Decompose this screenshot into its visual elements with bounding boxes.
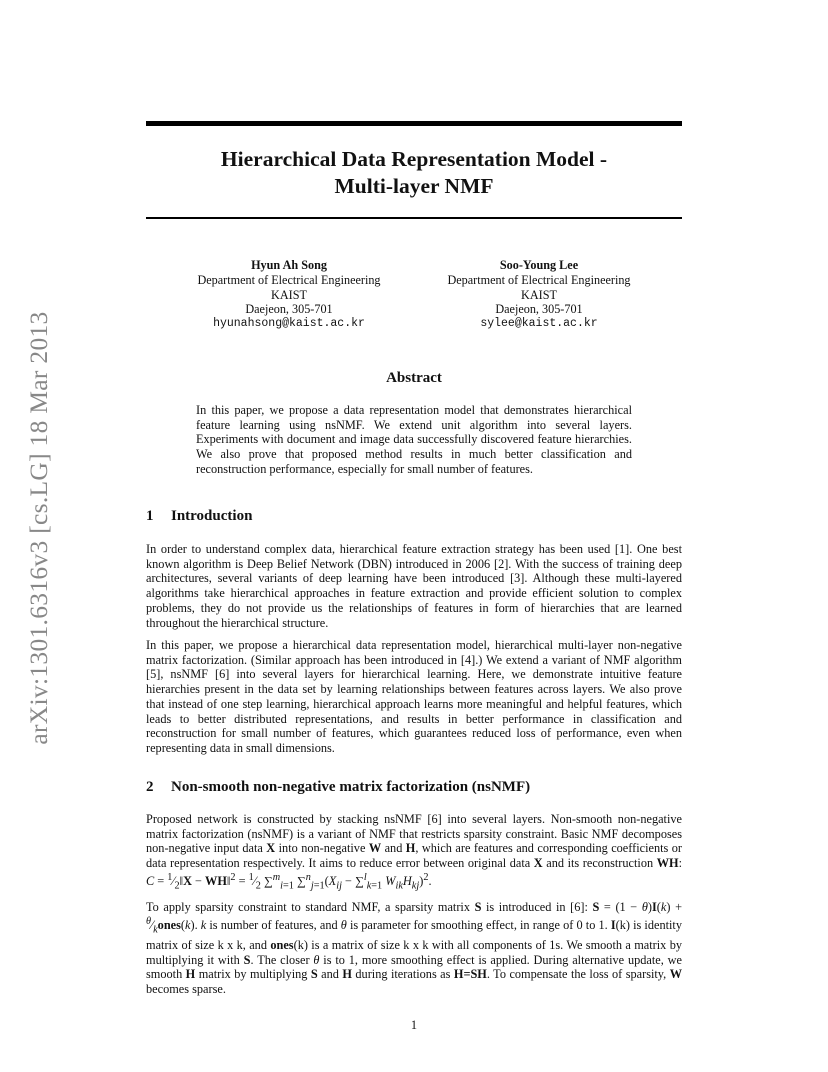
nsnmf-paragraph-2: To apply sparsity constraint to standard NMF, a sparsity matrix S is introduced in [6]: $S = (1 - \theta)I(k) + ^\theta⁄_kones(k)$. k is number of features, and θ is parameter for smoothing effect, in range of 0 to 1. I(k) is identity matrix of size k x k, and ones(k) is a matrix of size k x k with all components of 1s. We smooth a matrix by multiplying it with S. The closer θ is to 1, more smoothing effect is applied. During alternative update, we smooth H matrix by multiplying S and H during iterations as H=SH. To compensate the loss of sparsity, W becomes sparse. <box>146 900 682 997</box>
arxiv-stamp-text: arXiv:1301.6316v3 [cs.LG] 18 Mar 2013 <box>24 311 53 745</box>
abstract-text: In this paper, we propose a data representation model that demonstrates hierarchical feature learning using nsNMF. We extend unit algorithm into several layers. Experiments with document and image data successfully discovered feature hierarchies. We also prove that proposed method results in much better classification and reconstruction performance, especially for small number of features. <box>196 403 632 476</box>
author-name: Soo-Young Lee <box>499 258 579 272</box>
title-line-1: Hierarchical Data Representation Model - <box>220 147 608 171</box>
author-institution: KAIST <box>521 287 557 302</box>
author-address: Daejeon, 305-701 <box>495 302 583 317</box>
author-department: Department of Electrical Engineering <box>447 272 631 287</box>
nsnmf-paragraph-1: Proposed network is constructed by stacking nsNMF [6] into several layers. Non-smooth non-negative matrix factorization (nsNMF) is a variant of NMF that restricts sparsity constraint. Basic NMF decomposes non-negative input data X into non-negative W and H, which are features and corresponding coefficients or data representation respectively. It aims to reduce error between original data X and its reconstruction WH: $C = ^1⁄_2‖X$ − WH‖$^2$ = $^1⁄_2$ ∑$^m_{i=1}$ $\sum^n_{j=1}(X_{ij} - \sum^l_{k=1}$ $W_{ik}H_{kj})^2$. <box>146 812 683 892</box>
paper-title <box>146 146 682 200</box>
section-number: 1 <box>146 508 154 524</box>
sparsity-equation: $S = (1 - \theta)I(k) + ^\theta⁄_kones(k)$. k <box>146 900 682 936</box>
intro-paragraph-2: In this paper, we propose a hierarchical data representation model, hierarchical multi-layer non-negative matrix factorization. (Similar approach has been introduced in [4].) We extend a variant of NMF algorithm [5], nsNMF [6] into several layers for hierarchical learning. Here, we demonstrate intuitive feature hierarchies present in the data set by learning relationships between features across layers. We also prove that instead of one step learning, hierarchical approach learns more meaningful and helpful features, which leads to better distributed representations, and results in better performance in classification and reconstruction for small number of features, which guarantees reduced loss of performance, even when representing data in small dimensions. <box>146 638 682 755</box>
section-title: Non-smooth non-negative matrix factorization (nsNMF) <box>171 779 531 795</box>
section-title: Introduction <box>171 508 253 524</box>
author-name: Hyun Ah Song <box>251 258 327 272</box>
title-top-rule <box>146 121 682 126</box>
cost-equation: $C = ^1⁄_2‖X$ − WH‖$^2$ = $^1⁄_2$ ∑$^m_{i=1}$ $\sum^n_{j=1}(X_{ij} - \sum^l_{k=1}$ $W_{ik}H_{kj})^2$. <box>146 871 432 892</box>
abstract-heading: Abstract <box>386 370 442 386</box>
author-email: hyunahsong@kaist.ac.kr <box>213 317 365 331</box>
section-number: 2 <box>146 779 154 795</box>
author-institution: KAIST <box>271 287 307 302</box>
author-block-1 <box>176 258 402 332</box>
author-block-2 <box>426 258 652 332</box>
arxiv-stamp <box>15 300 63 756</box>
author-email: sylee@kaist.ac.kr <box>480 317 598 331</box>
author-department: Department of Electrical Engineering <box>197 272 381 287</box>
intro-paragraph-1: In order to understand complex data, hierarchical feature extraction strategy has been used [1]. One best known algorithm is Deep Belief Network (DBN) introduced in 2006 [2]. With the success of training deep architectures, several variants of deep learning have been introduced [3]. Although these multi-layered algorithms take hierarchical approaches in feature extraction and provide efficient solution to complex problems, they do not provide us the relationships of features in form of hierarchies that are learned throughout the hierarchical structure. <box>146 542 682 630</box>
section-2-heading <box>146 779 530 796</box>
section-1-heading <box>146 508 252 525</box>
page-number: 1 <box>410 1018 418 1032</box>
author-address: Daejeon, 305-701 <box>245 302 333 317</box>
title-line-2: Multi-layer NMF <box>334 174 494 198</box>
title-bottom-rule <box>146 217 682 219</box>
